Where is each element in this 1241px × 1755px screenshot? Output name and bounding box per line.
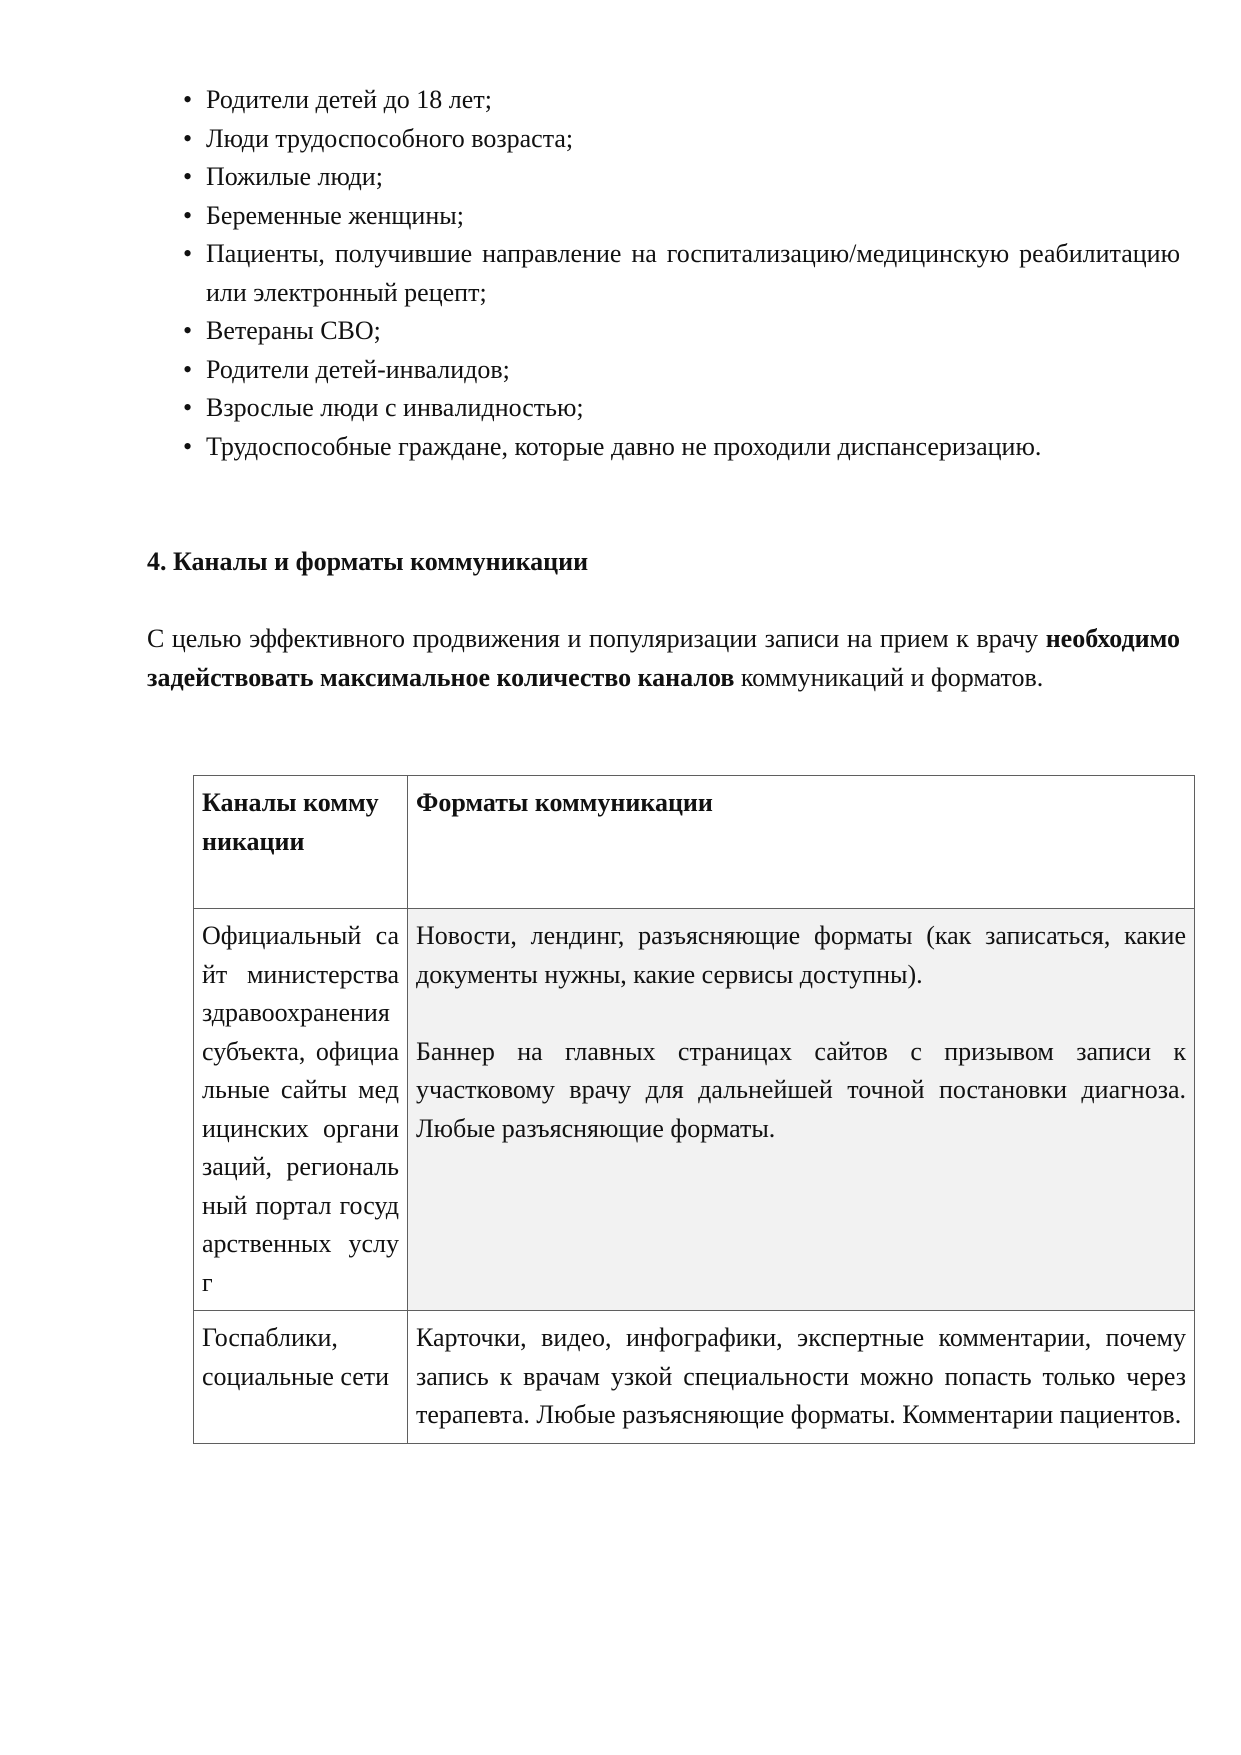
cell-channel: Госпаблики, социальные сети: [194, 1311, 408, 1444]
list-item: • Люди трудоспособного возраста;: [180, 120, 1180, 159]
paragraph-gap: [416, 994, 1186, 1033]
list-item: • Беременные женщины;: [180, 197, 1180, 236]
intro-text-start: С целью эффективного продвижения и популяризации записи на прием к врачу: [147, 624, 1046, 653]
channels-table: [193, 775, 1195, 1444]
list-item: • Взрослые люди с инвалидностью;: [180, 389, 1180, 428]
list-item: • Родители детей до 18 лет;: [180, 81, 1180, 120]
header-channels: [194, 776, 408, 909]
table-header-row: [194, 776, 1195, 909]
table-row: [194, 909, 1195, 1311]
cell-formats-paragraph: Баннер на главных страницах сайтов с призывом записи к участковому врачу для дальнейшей точной постановки диагноза. Любые разъясняющие форматы.: [416, 1036, 1186, 1143]
cell-channel-text: Официальный сайт министерства здравоохранения субъекта, официальные сайты медицинских организаций, региональный портал государственных услуг: [202, 921, 399, 1297]
list-item: • Пациенты, получившие направление на госпитализацию/медицинскую реабилитацию или электронный рецепт;: [180, 235, 1180, 312]
section-heading: 4. Каналы и форматы коммуникации: [147, 547, 589, 576]
intro-paragraph: [147, 620, 1180, 697]
header-channels-label: Каналы коммуникации: [202, 788, 379, 856]
cell-channel: [194, 909, 408, 1311]
list-item: • Родители детей-инвалидов;: [180, 351, 1180, 390]
cell-formats: Карточки, видео, инфографики, экспертные комментарии, почему запись к врачам узкой специальности можно попасть только через терапевта. Любые разъясняющие форматы. Комментарии пациентов.: [408, 1311, 1195, 1444]
list-item: • Пожилые люди;: [180, 158, 1180, 197]
target-audience-list: [180, 81, 1180, 466]
cell-formats-paragraph: Новости, лендинг, разъясняющие форматы (как записаться, какие документы нужны, какие сервисы доступны).: [416, 921, 1186, 989]
list-item: • Трудоспособные граждане, которые давно не проходили диспансеризацию.: [180, 428, 1180, 467]
list-item: • Ветераны СВО;: [180, 312, 1180, 351]
cell-formats: [408, 909, 1195, 1311]
table-row: [194, 1311, 1195, 1444]
header-formats: Форматы коммуникации: [408, 776, 1195, 909]
intro-text-end: коммуникаций и форматов.: [734, 662, 1044, 692]
intro-text-bold: необходимо задействовать максимальное количество каналов: [147, 624, 1180, 692]
